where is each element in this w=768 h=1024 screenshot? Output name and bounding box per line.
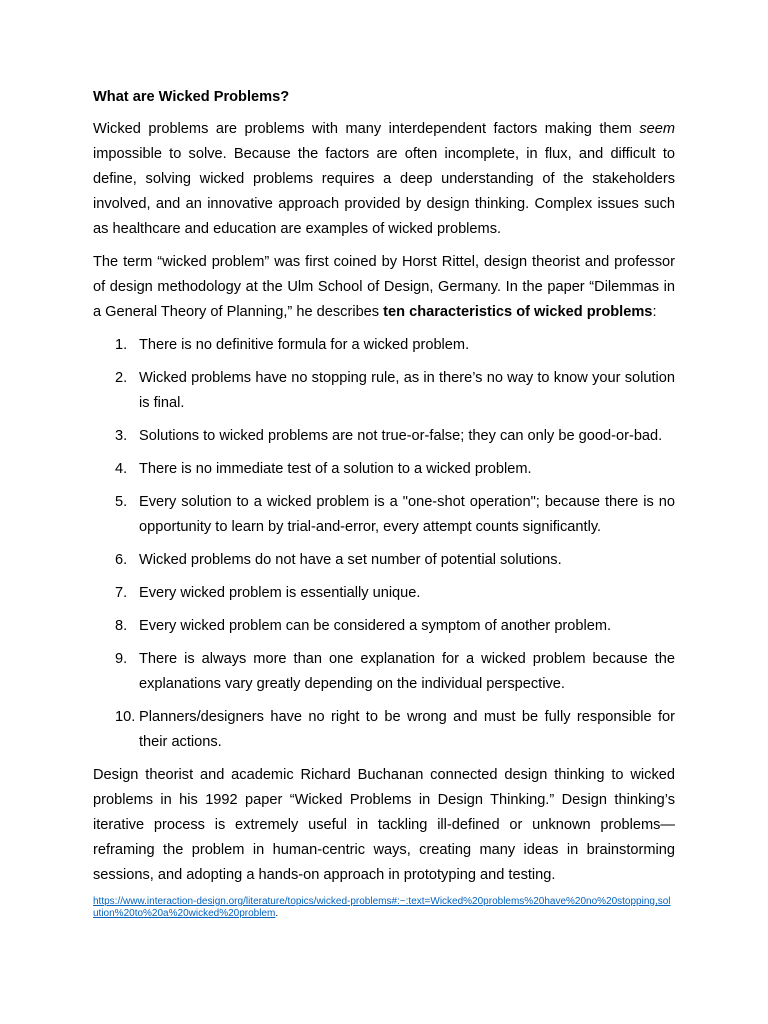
list-item [115, 457, 675, 482]
intro-emphasis: seem [639, 121, 675, 137]
list-item [115, 614, 675, 639]
buchanan-paragraph: Design theorist and academic Richard Buchanan connected design thinking to wicked problems in his 1992 paper “Wicked Problems in Design Thinking.” Design thinking’s iterative process is extremely useful in tackling ill-defined or unknown problems—reframing the problem in human-centric ways, creating many ideas in brainstorming sessions, and adopting a hands-on approach in prototyping and testing. [93, 767, 675, 883]
rittel-bold-phrase: ten characteristics of wicked problems [383, 304, 653, 320]
list-item-number: 3. [115, 428, 128, 444]
intro-paragraph [93, 117, 675, 242]
list-item-number: 1. [115, 337, 128, 353]
list-item-number: 8. [115, 618, 128, 634]
list-item-number: 9. [115, 651, 128, 667]
list-item-number: 2. [115, 370, 128, 386]
list-item-text: Planners/designers have no right to be wrong and must be fully responsible for their actions. [139, 709, 675, 750]
list-item [115, 548, 675, 573]
source-citation [93, 896, 675, 920]
list-item-text: Solutions to wicked problems are not true-or-false; they can only be good-or-bad. [139, 428, 663, 444]
list-item-number: 7. [115, 585, 128, 601]
list-item-text: Every solution to a wicked problem is a "one-shot operation"; because there is no opportunity to learn by trial-and-error, every attempt counts significantly. [139, 494, 675, 535]
list-item-text: There is no immediate test of a solution to a wicked problem. [139, 461, 532, 477]
source-trailing-period: . [275, 908, 279, 919]
list-item-text: Wicked problems do not have a set number of potential solutions. [139, 552, 562, 568]
list-item [115, 366, 675, 416]
list-item [115, 424, 675, 449]
list-item [115, 490, 675, 540]
list-item-text: There is always more than one explanation for a wicked problem because the explanations vary greatly depending on the individual perspective. [139, 651, 675, 692]
source-link[interactable]: https://www.interaction-design.org/literature/topics/wicked-problems#:~:text=Wicked%20problems%20have%20no%20stopping,solution%20to%20a%20wicked%20problem [93, 896, 671, 919]
list-item [115, 581, 675, 606]
list-item [115, 333, 675, 358]
rittel-paragraph [93, 250, 675, 325]
rittel-text-start: The term “wicked problem” was first coined by Horst Rittel, design theorist and professor of design methodology at the Ulm School of Design, Germany. In the paper “Dilemmas in a General Theory of Planning,” he describes [93, 254, 675, 320]
list-item [115, 705, 675, 755]
intro-text-start: Wicked problems are problems with many interdependent factors making them [93, 121, 640, 137]
list-item-text: Every wicked problem is essentially unique. [139, 585, 421, 601]
intro-text-end: impossible to solve. Because the factors are often incomplete, in flux, and difficult to define, solving wicked problems requires a deep understanding of the stakeholders involved, and an innovative approach provided by design thinking. Complex issues such as healthcare and education are examples of wicked problems. [93, 146, 675, 237]
list-item-text: There is no definitive formula for a wicked problem. [139, 337, 470, 353]
page-title: What are Wicked Problems? [93, 89, 290, 105]
list-item-text: Wicked problems have no stopping rule, as in there’s no way to know your solution is final. [139, 370, 675, 411]
list-item-text: Every wicked problem can be considered a symptom of another problem. [139, 618, 612, 634]
list-item-number: 5. [115, 494, 128, 510]
list-item-number: 6. [115, 552, 128, 568]
list-item [115, 647, 675, 697]
list-item-number: 4. [115, 461, 128, 477]
characteristics-list [93, 333, 675, 755]
list-item-number: 10. [115, 709, 136, 725]
rittel-text-end: : [652, 304, 657, 320]
